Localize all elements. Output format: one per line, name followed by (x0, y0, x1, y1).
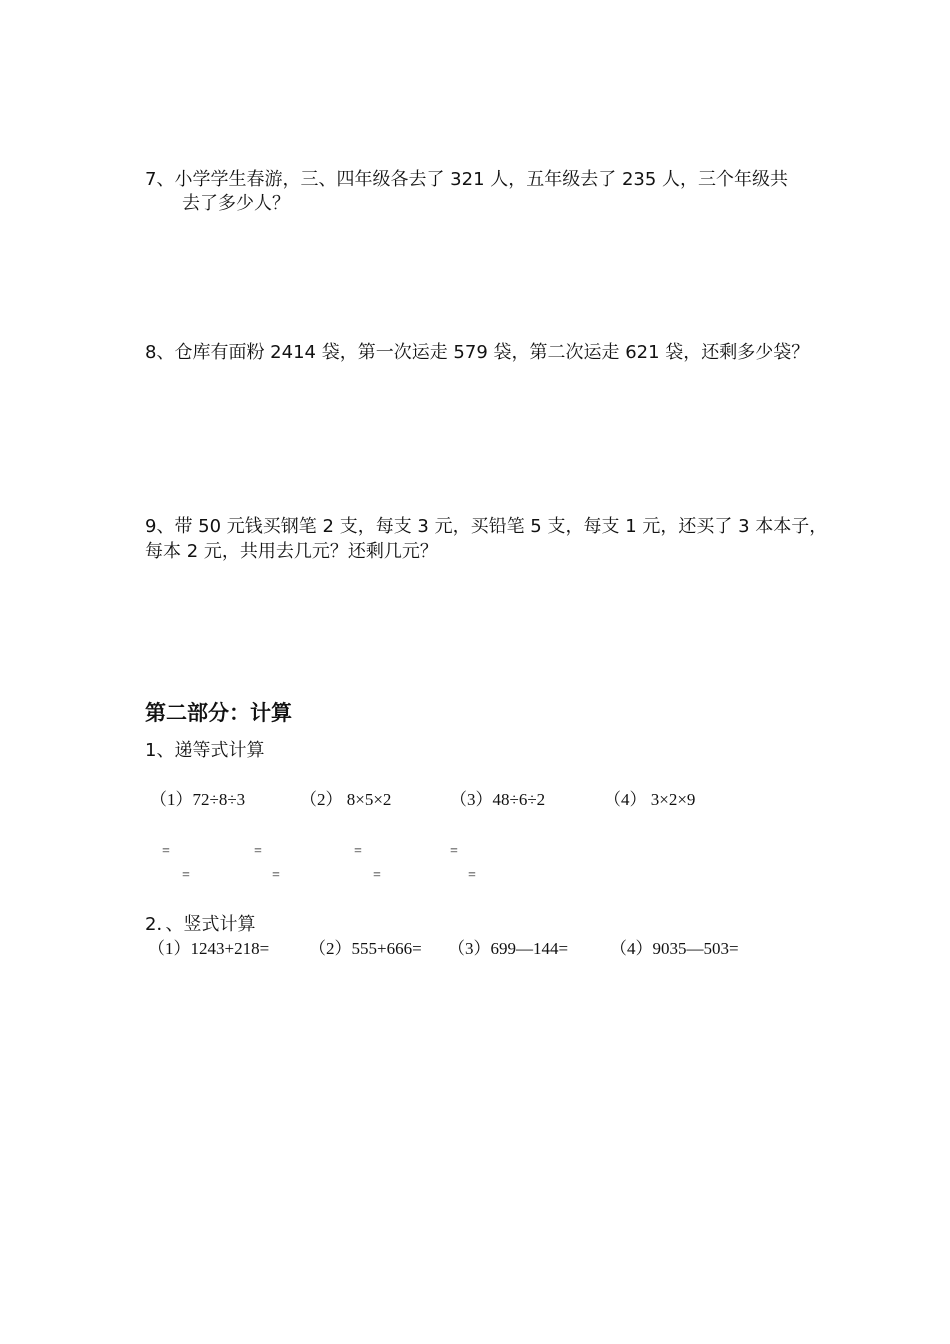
equals-3b: = (373, 868, 381, 883)
question-7-line-1: 7、小学学生春游，三、四年级各去了 321 人，五年级去了 235 人，三个年级共 (145, 169, 789, 190)
sub-1-expressions (150, 789, 695, 811)
vertical-calc-2: （2）555+666= (309, 939, 422, 958)
equals-1a: = (162, 844, 170, 859)
equals-4b: = (468, 868, 476, 883)
expr-2: （2） 8×5×2 (300, 790, 392, 809)
sub-2-expressions (148, 938, 739, 960)
equals-3a: = (354, 844, 362, 859)
equals-4a: = (450, 844, 458, 859)
vertical-calc-1: （1）1243+218= (148, 939, 270, 958)
expr-3: （3）48÷6÷2 (450, 790, 546, 809)
equals-1b: = (182, 868, 190, 883)
expr-1: （1）72÷8÷3 (150, 790, 246, 809)
expr-4: （4） 3×2×9 (604, 790, 696, 809)
vertical-calc-4: （4）9035—503= (610, 939, 739, 958)
question-7-line-2: 去了多少人？ (182, 193, 290, 214)
equals-2a: = (254, 844, 262, 859)
question-9-line-2: 每本 2 元，共用去几元？还剩几元？ (145, 541, 438, 562)
vertical-calc-3: （3）699—144= (448, 939, 569, 958)
equals-2b: = (272, 868, 280, 883)
part-2-title: 第二部分：计算 (145, 701, 292, 725)
question-9-line-1: 9、带 50 元钱买钢笔 2 支，每支 3 元，买铅笔 5 支，每支 1 元，还买了 3 本本子， (145, 516, 828, 537)
question-8-line-1: 8、仓库有面粉 2414 袋，第一次运走 579 袋，第二次运走 621 袋，还剩多少袋？ (145, 342, 810, 363)
sub-1-title: 1、递等式计算 (145, 740, 265, 761)
sub-2-title: 2．、竖式计算 (145, 914, 256, 935)
